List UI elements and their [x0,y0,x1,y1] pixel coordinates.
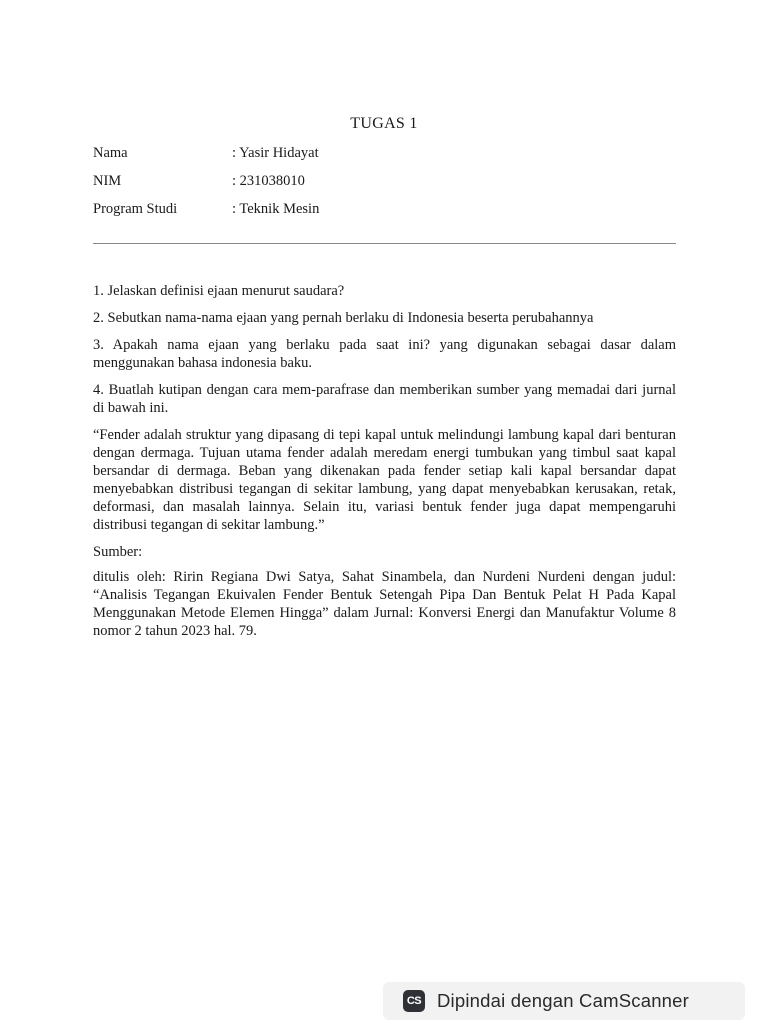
identity-row-nim [93,172,319,200]
identity-row-name [93,144,319,172]
identity-label: NIM [93,173,122,189]
identity-value: : Teknik Mesin [232,201,320,217]
identity-label: Nama [93,145,128,161]
identity-label: Program Studi [93,201,178,217]
identity-value: : 231038010 [232,173,305,189]
question-1: 1. Jelaskan definisi ejaan menurut saudara? [93,283,345,299]
horizontal-divider [93,243,676,244]
question-4: 4. Buatlah kutipan dengan cara mem-parafrase dan memberikan sumber yang memadai dari jurnal di bawah ini. [93,382,676,416]
document-title: TUGAS 1 [350,115,418,132]
question-3: 3. Apakah nama ejaan yang berlaku pada saat ini? yang digunakan sebagai dasar dalam menggunakan bahasa indonesia baku. [93,337,676,371]
student-identity [93,144,319,228]
camscanner-logo-icon: CS [403,990,425,1012]
source-label: Sumber: [93,544,143,560]
source-citation: ditulis oleh: Ririn Regiana Dwi Satya, Sahat Sinambela, dan Nurdeni Nurdeni dengan judul: “Analisis Tegangan Ekuivalen Fender Bentuk Setengah Pipa Dan Bentuk Pelat H Pada Kapal Menggunakan Metode Elemen Hingga” dalam Jurnal: Konversi Energi dan Manufaktur Volume 8 nomor 2 tahun 2023 hal. 79. [93,569,676,639]
watermark-text: Dipindai dengan CamScanner [437,990,690,1011]
journal-quote: “Fender adalah struktur yang dipasang di tepi kapal untuk melindungi lambung kapal dari benturan dengan dermaga. Tujuan utama fender adalah meredam energi tumbukan yang timbul saat kapal bersandar di dermaga. Beban yang dikenakan pada fender setiap kali kapal bersandar dapat menyebabkan distribusi tegangan di sekitar lambung, yang dapat menyebabkan kerusakan, retak, deformasi, dan masalah lainnya. Selain itu, variasi bentuk fender juga dapat mempengaruhi distribusi tegangan di sekitar lambung.” [93,427,676,533]
question-2: 2. Sebutkan nama-nama ejaan yang pernah berlaku di Indonesia beserta perubahannya [93,310,594,326]
assignment-body [93,282,676,649]
identity-value: : Yasir Hidayat [232,145,319,161]
identity-row-program [93,200,319,228]
camscanner-watermark [383,982,745,1020]
